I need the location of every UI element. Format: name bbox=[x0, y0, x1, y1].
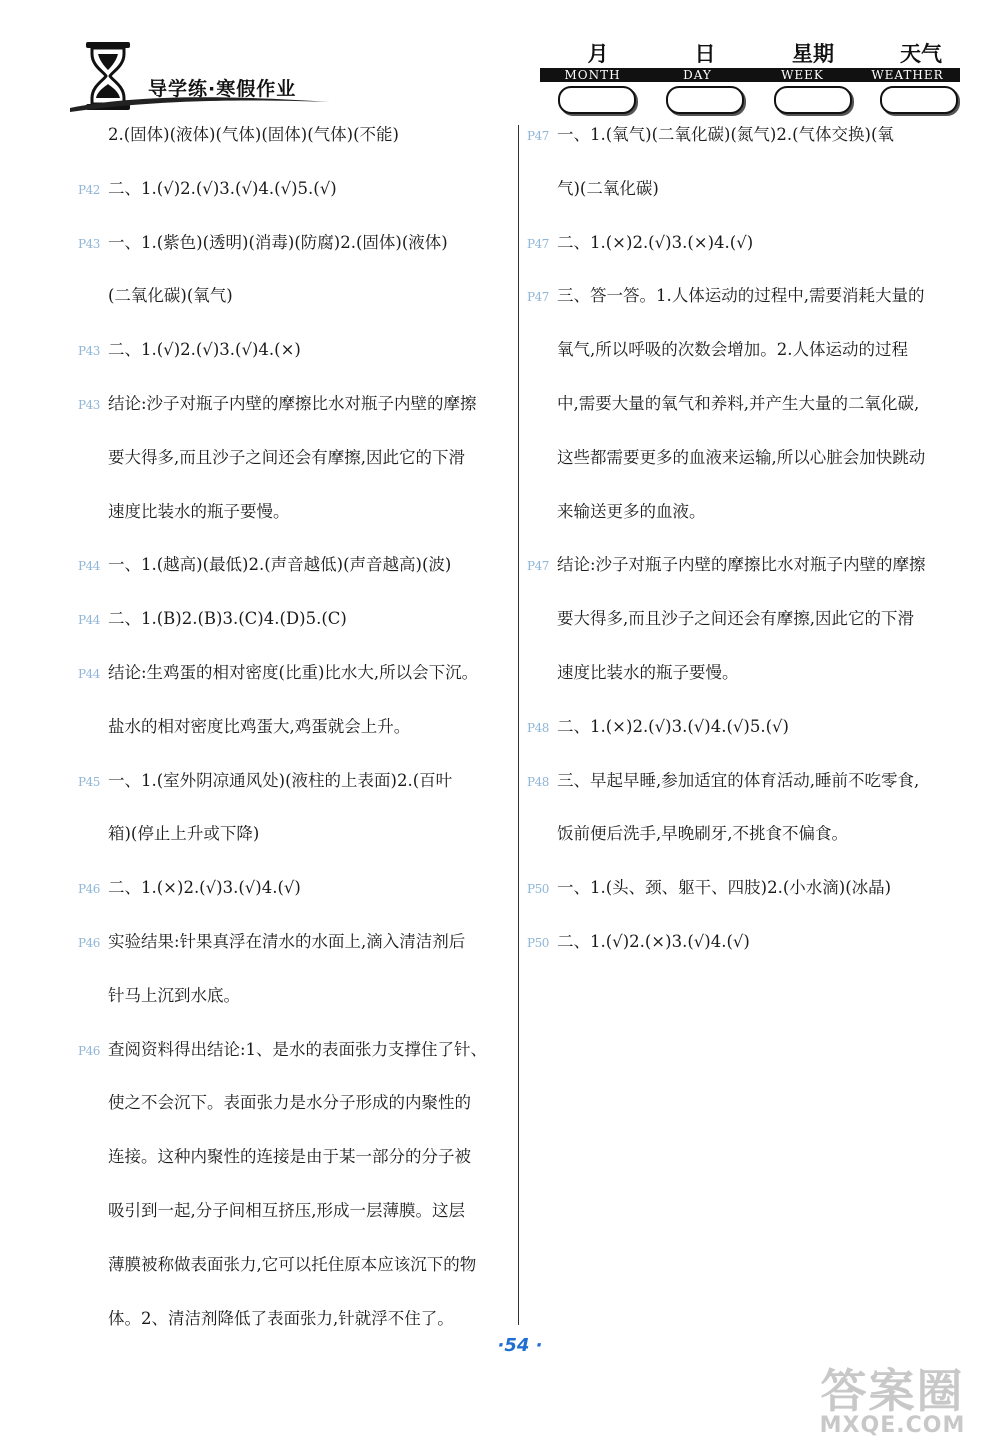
answer-text: 盐水的相对密度比鸡蛋大,鸡蛋就会上升。 bbox=[108, 716, 411, 736]
answer-text: 三、答一答。1.人体运动的过程中,需要消耗大量的 bbox=[557, 286, 925, 306]
answer-line bbox=[78, 875, 510, 929]
answer-entry bbox=[78, 122, 510, 176]
answer-line bbox=[78, 176, 510, 230]
answer-text: 这些都需要更多的血液来运输,所以心脏会加快跳动 bbox=[557, 447, 926, 467]
page-ref-tag: P47 bbox=[527, 559, 549, 574]
answer-line bbox=[527, 929, 967, 983]
answer-line bbox=[78, 122, 510, 176]
answer-line bbox=[527, 230, 967, 284]
answer-entry bbox=[78, 660, 510, 768]
answer-line bbox=[78, 1090, 510, 1144]
date-label-day-en: DAY bbox=[683, 68, 712, 82]
date-label-week: 星期 bbox=[792, 42, 834, 66]
answer-text: 一、1.(越高)(最低)2.(声音越低)(声音越高)(波) bbox=[108, 555, 452, 575]
answer-line bbox=[527, 552, 967, 606]
answer-line bbox=[78, 660, 510, 714]
answer-text: 要大得多,而且沙子之间还会有摩擦,因此它的下滑 bbox=[557, 609, 914, 629]
answer-text: 三、早起早睡,参加适宜的体育活动,睡前不吃零食, bbox=[557, 770, 920, 790]
answer-line bbox=[78, 768, 510, 822]
answer-line bbox=[78, 445, 510, 499]
answer-entry bbox=[78, 768, 510, 876]
answer-text: 使之不会沉下。表面张力是水分子形成的内聚性的 bbox=[108, 1093, 471, 1113]
page-ref-tag: P46 bbox=[78, 1043, 100, 1058]
answer-line bbox=[527, 821, 967, 875]
answer-line bbox=[527, 768, 967, 822]
page-number: ·54 · bbox=[497, 1335, 543, 1356]
answer-line bbox=[78, 714, 510, 768]
answer-entry bbox=[527, 714, 967, 768]
page-ref-tag: P42 bbox=[78, 182, 100, 197]
answer-text: 一、1.(头、颈、躯干、四肢)2.(小水滴)(冰晶) bbox=[557, 878, 892, 898]
column-divider bbox=[518, 125, 519, 1325]
answer-text: 二、1.(√)2.(×)3.(√)4.(√) bbox=[557, 931, 750, 951]
answer-line bbox=[527, 875, 967, 929]
answer-line bbox=[78, 1037, 510, 1091]
answer-text: 速度比装水的瓶子要慢。 bbox=[108, 501, 290, 521]
answer-text: 二、1.(×)2.(√)3.(√)4.(√)5.(√) bbox=[557, 716, 789, 736]
page-ref-tag: P44 bbox=[78, 666, 100, 681]
answer-text: 针马上沉到水底。 bbox=[108, 985, 240, 1005]
answer-line bbox=[78, 821, 510, 875]
answer-text: 二、1.(√)2.(√)3.(√)4.(×) bbox=[108, 340, 301, 360]
answer-text: 薄膜被称做表面张力,它可以托住原本应该沉下的物 bbox=[108, 1254, 477, 1274]
answer-line bbox=[527, 606, 967, 660]
answer-line bbox=[78, 499, 510, 553]
answer-text: 要大得多,而且沙子之间还会有摩擦,因此它的下滑 bbox=[108, 447, 465, 467]
answer-line bbox=[527, 714, 967, 768]
answer-text: 氧气,所以呼吸的次数会增加。2.人体运动的过程 bbox=[557, 340, 908, 360]
answer-line bbox=[78, 552, 510, 606]
date-label-weather: 天气 bbox=[900, 42, 942, 66]
answer-line bbox=[527, 499, 967, 553]
brand-title: 导学练·寒假作业 bbox=[148, 78, 297, 100]
date-label-weather-en: WEATHER bbox=[871, 68, 944, 82]
page-ref-tag: P47 bbox=[527, 236, 549, 251]
answer-text: 连接。这种内聚性的连接是由于某一部分的分子被 bbox=[108, 1147, 471, 1167]
answer-line bbox=[78, 1306, 510, 1360]
answer-entry bbox=[78, 552, 510, 606]
answer-entry bbox=[78, 176, 510, 230]
watermark-cn: 答案圈 bbox=[820, 1364, 965, 1418]
month-input-box[interactable] bbox=[558, 86, 636, 114]
date-label-day: 日 bbox=[694, 42, 716, 66]
page-ref-tag: P48 bbox=[527, 720, 549, 735]
weather-input-box[interactable] bbox=[880, 86, 958, 114]
answer-text: 结论:生鸡蛋的相对密度(比重)比水大,所以会下沉。 bbox=[108, 662, 479, 682]
page-ref-tag: P50 bbox=[527, 882, 549, 897]
page-ref-tag: P43 bbox=[78, 397, 100, 412]
answer-line bbox=[78, 1198, 510, 1252]
answer-entry bbox=[78, 875, 510, 929]
answer-line bbox=[78, 391, 510, 445]
answer-line bbox=[78, 929, 510, 983]
answer-text: 二、1.(B)2.(B)3.(C)4.(D)5.(C) bbox=[108, 609, 347, 629]
week-input-box[interactable] bbox=[774, 86, 852, 114]
answer-text: 中,需要大量的氧气和养料,并产生大量的二氧化碳, bbox=[557, 393, 920, 413]
page-ref-tag: P43 bbox=[78, 236, 100, 251]
page-ref-tag: P44 bbox=[78, 613, 100, 628]
answer-line bbox=[527, 660, 967, 714]
answer-entry bbox=[527, 929, 967, 983]
answer-text: 结论:沙子对瓶子内壁的摩擦比水对瓶子内壁的摩擦 bbox=[557, 555, 926, 575]
page-ref-tag: P47 bbox=[527, 129, 549, 143]
page-ref-tag: P44 bbox=[78, 559, 100, 574]
answer-text: 来输送更多的血液。 bbox=[557, 501, 706, 521]
answer-entry bbox=[527, 283, 967, 552]
right-answer-column bbox=[527, 122, 967, 983]
answer-line bbox=[78, 230, 510, 284]
day-input-box[interactable] bbox=[666, 86, 744, 114]
answer-entry bbox=[527, 230, 967, 284]
page-ref-tag: P46 bbox=[78, 882, 100, 897]
date-labels bbox=[545, 38, 960, 66]
answer-text: 一、1.(紫色)(透明)(消毒)(防腐)2.(固体)(液体) bbox=[108, 232, 448, 252]
answer-entry bbox=[78, 337, 510, 391]
answer-entry bbox=[78, 1037, 510, 1360]
answer-text: 箱)(停止上升或下降) bbox=[108, 824, 260, 844]
answer-text: 体。2、清洁剂降低了表面张力,针就浮不住了。 bbox=[108, 1308, 454, 1328]
date-label-month: 月 bbox=[587, 42, 609, 66]
answer-line bbox=[527, 445, 967, 499]
left-answer-column bbox=[78, 122, 510, 1359]
site-watermark bbox=[790, 1355, 995, 1443]
answer-entry bbox=[527, 875, 967, 929]
answer-line bbox=[78, 1144, 510, 1198]
answer-entry bbox=[527, 552, 967, 713]
answer-entry bbox=[78, 230, 510, 338]
answer-line bbox=[78, 983, 510, 1037]
answer-entry bbox=[527, 768, 967, 876]
answer-text: 二、1.(×)2.(√)3.(√)4.(√) bbox=[108, 878, 301, 898]
watermark-en: MXQE.COM bbox=[819, 1413, 966, 1438]
answer-line bbox=[527, 283, 967, 337]
answer-text: 一、1.(室外阴凉通风处)(液柱的上表面)2.(百叶 bbox=[108, 770, 453, 790]
answer-text: 结论:沙子对瓶子内壁的摩擦比水对瓶子内壁的摩擦 bbox=[108, 393, 477, 413]
answer-line bbox=[78, 606, 510, 660]
answer-line bbox=[78, 1252, 510, 1306]
answer-line bbox=[78, 337, 510, 391]
page-ref-tag: P48 bbox=[527, 774, 549, 789]
answer-text: 2.(固体)(液体)(气体)(固体)(气体)(不能) bbox=[108, 125, 399, 144]
answer-entry bbox=[527, 122, 967, 230]
answer-text: (二氧化碳)(氧气) bbox=[108, 286, 233, 306]
answer-line bbox=[527, 122, 967, 176]
answer-text: 吸引到一起,分子间相互挤压,形成一层薄膜。这层 bbox=[108, 1200, 465, 1220]
date-label-week-en: WEEK bbox=[781, 68, 824, 82]
date-label-month-en: MONTH bbox=[564, 68, 621, 82]
page-ref-tag: P50 bbox=[527, 935, 549, 950]
page-header bbox=[0, 0, 1000, 125]
answer-entry bbox=[78, 929, 510, 1037]
answer-line bbox=[527, 337, 967, 391]
answer-text: 查阅资料得出结论:1、是水的表面张力支撑住了针、 bbox=[108, 1039, 488, 1059]
answer-line bbox=[527, 391, 967, 445]
answer-entry bbox=[78, 606, 510, 660]
answer-text: 二、1.(×)2.(√)3.(×)4.(√) bbox=[557, 232, 754, 252]
page-ref-tag: P46 bbox=[78, 935, 100, 950]
answer-text: 二、1.(√)2.(√)3.(√)4.(√)5.(√) bbox=[108, 178, 337, 198]
answer-line bbox=[527, 176, 967, 230]
answer-text: 饭前便后洗手,早晚刷牙,不挑食不偏食。 bbox=[557, 824, 848, 844]
page-ref-tag: P47 bbox=[527, 290, 549, 305]
answer-line bbox=[78, 283, 510, 337]
answer-text: 一、1.(氧气)(二氧化碳)(氮气)2.(气体交换)(氧 bbox=[557, 125, 894, 144]
answer-text: 速度比装水的瓶子要慢。 bbox=[557, 662, 739, 682]
answer-text: 实验结果:针果真浮在清水的水面上,滴入清洁剂后 bbox=[108, 931, 466, 951]
page-ref-tag: P45 bbox=[78, 774, 100, 789]
answer-text: 气)(二氧化碳) bbox=[557, 178, 659, 198]
answer-entry bbox=[78, 391, 510, 552]
date-label-bar bbox=[540, 68, 960, 82]
page-ref-tag: P43 bbox=[78, 344, 100, 359]
